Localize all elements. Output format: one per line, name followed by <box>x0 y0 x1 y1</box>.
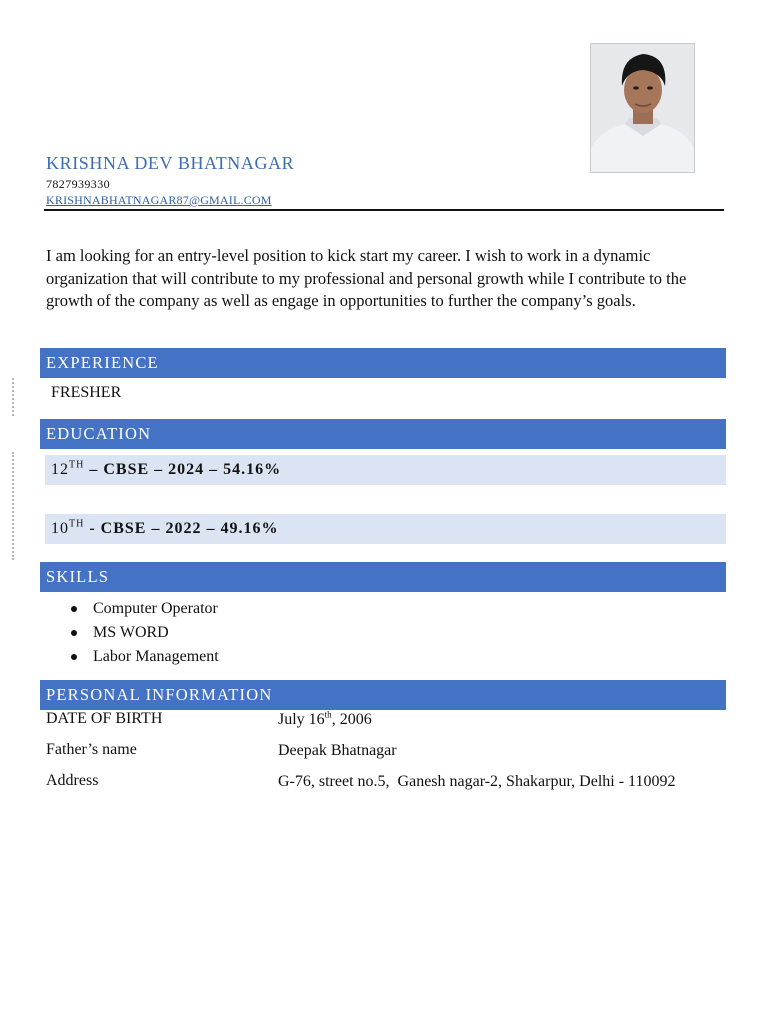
education-grade-suffix: TH <box>69 518 85 530</box>
skill-item: Computer Operator <box>70 598 219 622</box>
father-name-label: Father’s name <box>46 741 137 758</box>
education-details: CBSE – 2024 – 54.16% <box>103 461 282 478</box>
margin-marker <box>12 452 14 560</box>
email-link[interactable]: KRISHNABHATNAGAR87@GMAIL.COM <box>46 193 272 207</box>
experience-heading: EXPERIENCE <box>40 348 726 378</box>
education-separator: – <box>84 461 104 478</box>
address-label: Address <box>46 772 99 789</box>
objective-paragraph: I am looking for an entry-level position to kick start my career. I wish to work in a dynamic organization that will contribute to my professional and personal growth while I contribute to the growth of the company as well as engage in opportunities to further the company’s goals. <box>46 246 687 310</box>
education-grade: 12 <box>51 461 69 478</box>
skill-item: MS WORD <box>70 622 219 646</box>
education-details: CBSE – 2022 – 49.16% <box>100 520 279 537</box>
dob-suffix: th <box>324 709 332 720</box>
candidate-name: KRISHNA DEV BHATNAGAR <box>46 153 295 173</box>
dob-value <box>278 710 698 730</box>
experience-text: FRESHER <box>51 384 122 401</box>
dob-year: , 2006 <box>331 711 372 728</box>
education-heading: EDUCATION <box>40 419 726 449</box>
margin-marker <box>12 378 14 416</box>
profile-photo <box>590 43 695 173</box>
skills-heading: SKILLS <box>40 562 726 592</box>
header-divider <box>44 209 724 211</box>
skills-list <box>70 598 219 670</box>
phone-number: 7827939330 <box>46 177 110 191</box>
education-grade: 10 <box>51 520 69 537</box>
dob-month-day: July 16 <box>278 711 325 728</box>
education-separator: - <box>84 520 101 537</box>
personal-info-heading: PERSONAL INFORMATION <box>40 680 726 710</box>
person-photo-icon <box>591 44 694 172</box>
father-name-value: Deepak Bhatnagar <box>278 742 397 759</box>
education-row <box>45 455 726 485</box>
education-row <box>45 514 726 544</box>
skill-item: Labor Management <box>70 646 219 670</box>
dob-label: DATE OF BIRTH <box>46 710 163 727</box>
education-grade-suffix: TH <box>69 459 85 471</box>
address-value: G-76, street no.5, Ganesh nagar-2, Shakarpur, Delhi - 110092 <box>278 773 676 790</box>
